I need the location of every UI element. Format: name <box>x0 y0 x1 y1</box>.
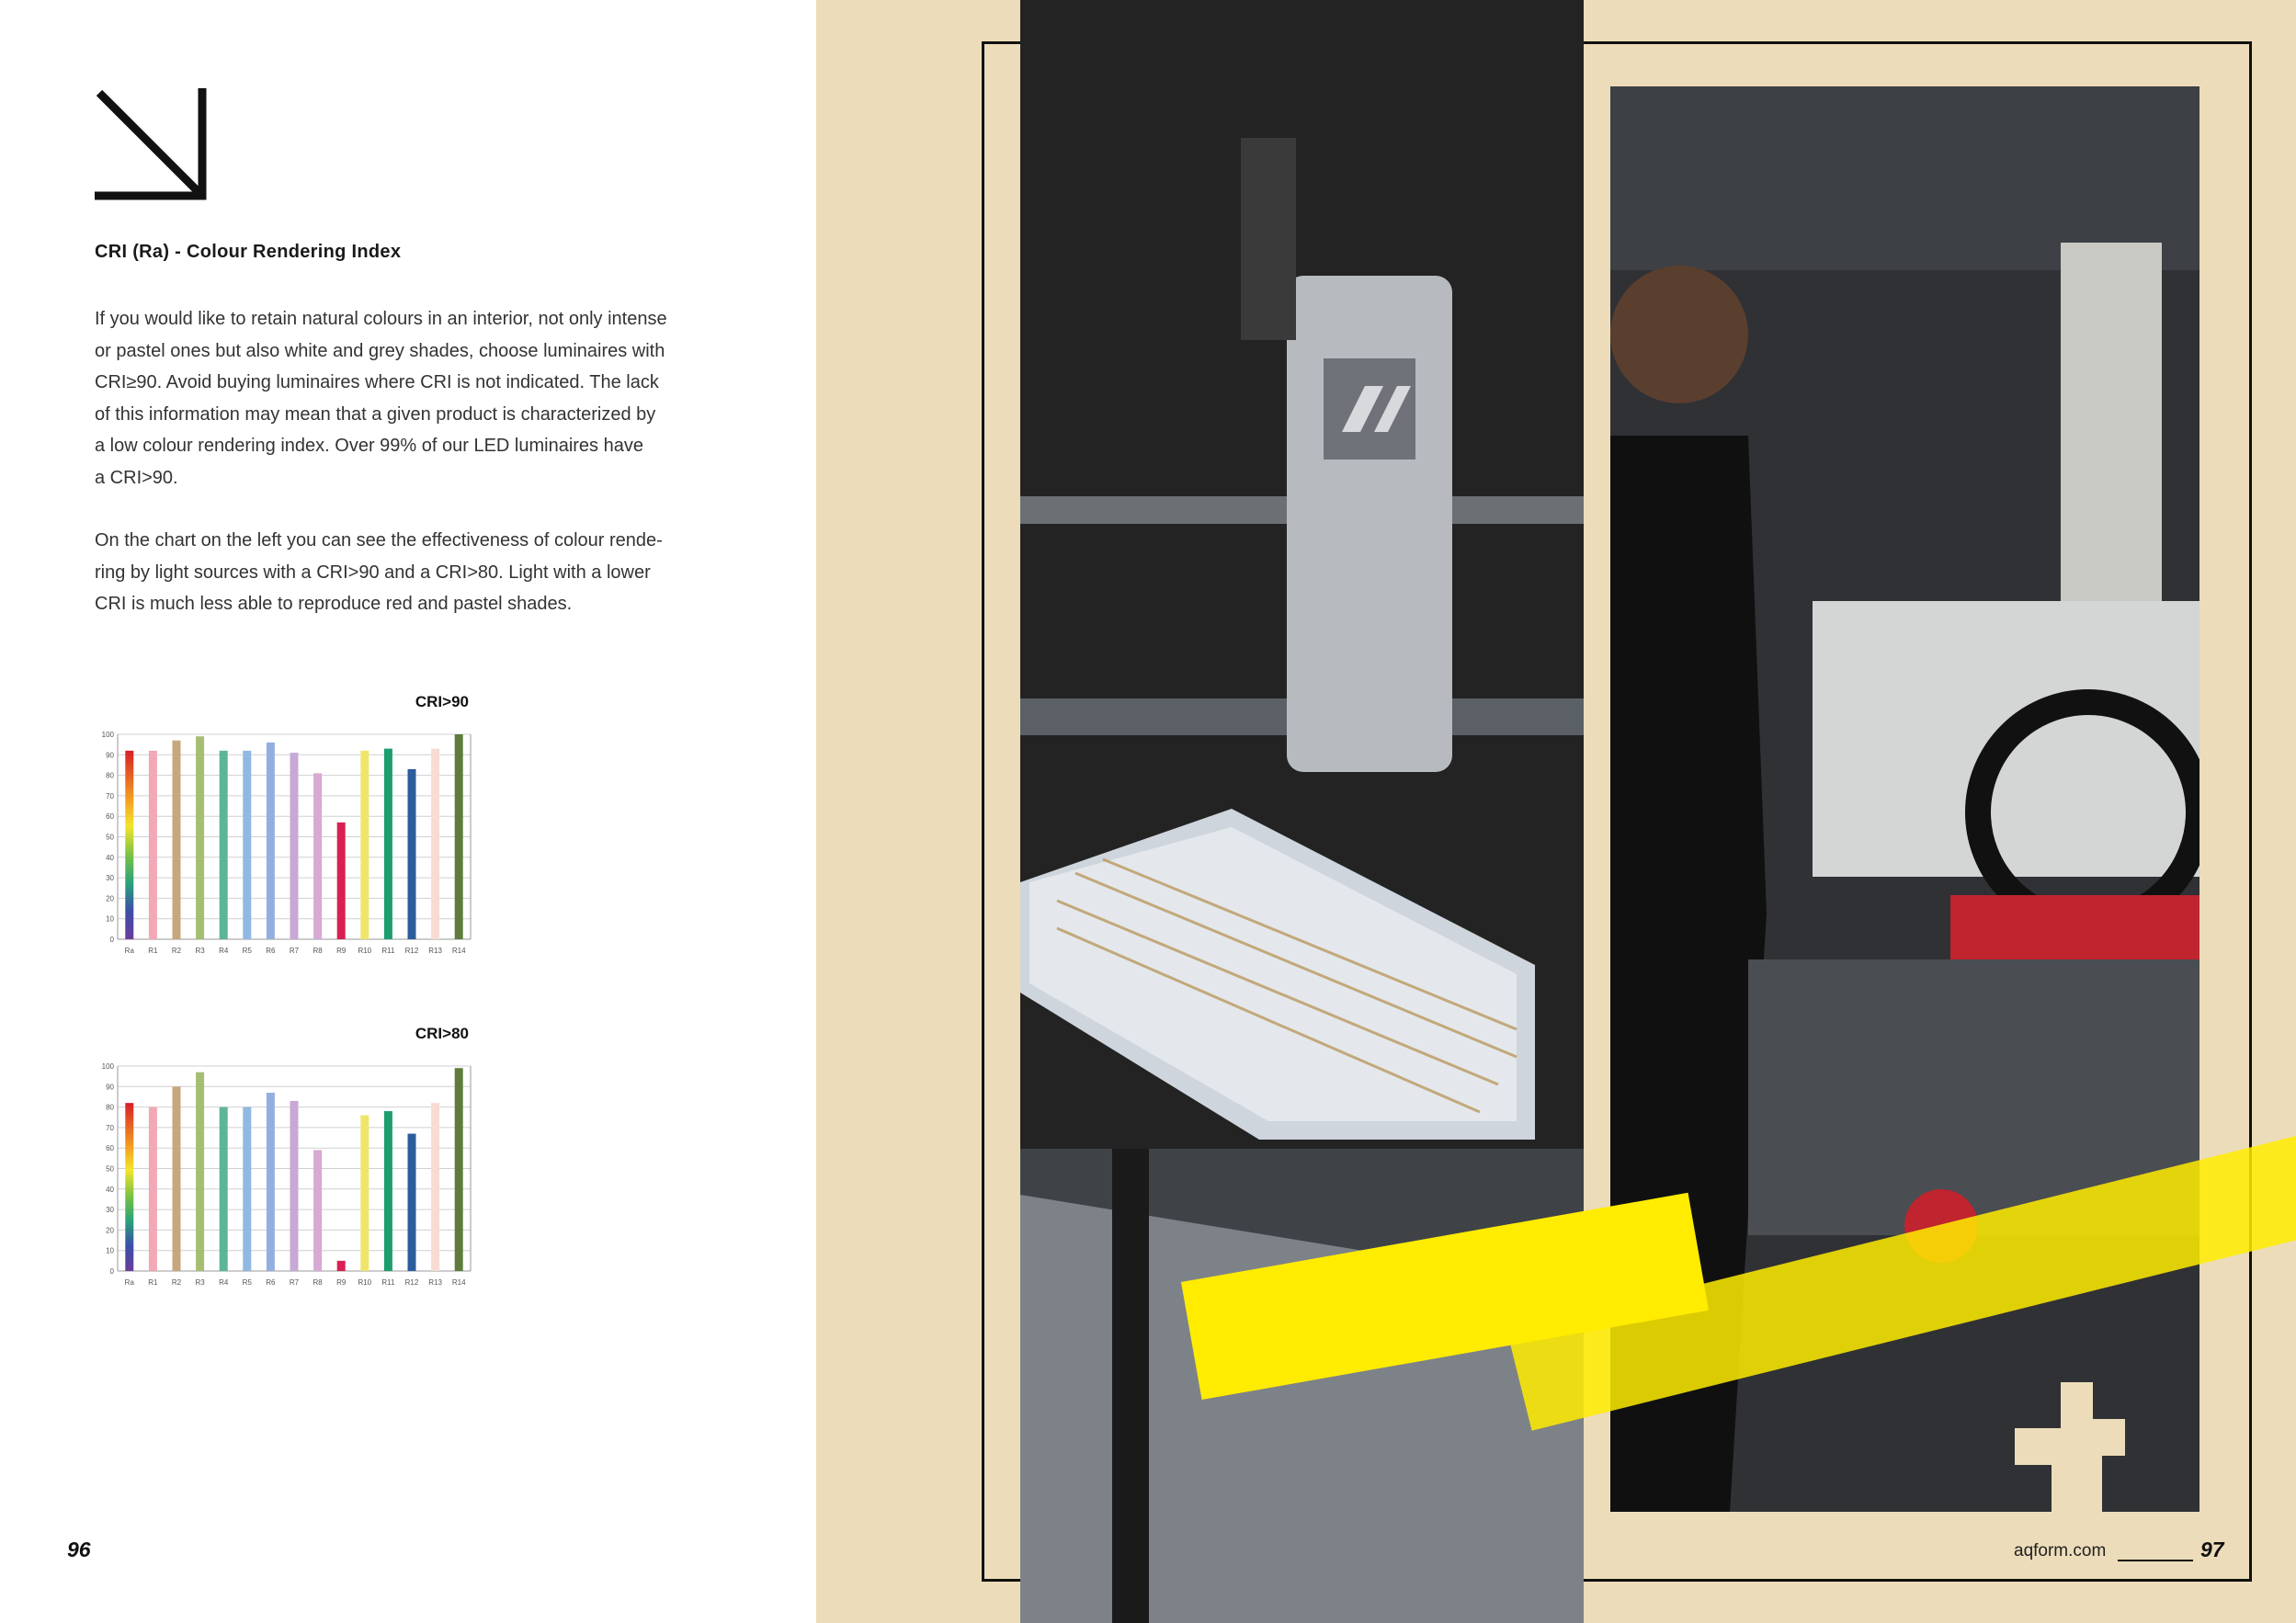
x-tick-label: R14 <box>451 947 466 955</box>
y-tick-label: 10 <box>106 1246 114 1255</box>
x-tick-label: R7 <box>289 947 300 955</box>
y-tick-label: 40 <box>106 1185 114 1194</box>
x-tick-label: R12 <box>404 1278 419 1287</box>
chart-title: CRI>80 <box>415 1025 469 1042</box>
bar-r9 <box>337 823 346 939</box>
bar-r4 <box>220 1107 228 1271</box>
x-tick-label: R6 <box>266 1278 276 1287</box>
bar-r10 <box>360 1116 369 1271</box>
bar-r6 <box>267 743 275 939</box>
paragraph-line: CRI≥90. Avoid buying luminaires where CRI is not indicated. The lack <box>95 372 659 392</box>
x-tick-label: R5 <box>242 1278 252 1287</box>
bar-r8 <box>313 1150 322 1271</box>
bar-r2 <box>173 741 181 939</box>
x-tick-label: R13 <box>428 1278 442 1287</box>
bar-r14 <box>455 734 463 939</box>
y-tick-label: 30 <box>106 1206 114 1215</box>
x-tick-label: R9 <box>336 947 347 955</box>
x-tick-label: R10 <box>358 947 372 955</box>
arrow-down-right-icon <box>92 85 211 205</box>
x-tick-label: R8 <box>313 947 323 955</box>
chart-title: CRI>90 <box>415 693 469 710</box>
x-tick-label: R14 <box>451 1278 466 1287</box>
bar-r10 <box>360 751 369 939</box>
website-link[interactable]: aqform.com <box>2014 1541 2107 1561</box>
paragraph-line: On the chart on the left you can see the effectiveness of colour rende- <box>95 530 663 550</box>
cri90-bar-chart <box>101 687 478 968</box>
x-tick-label: R5 <box>242 947 252 955</box>
paragraph-line: ring by light sources with a CRI>90 and a CRI>80. Light with a lower <box>95 562 651 583</box>
y-tick-label: 70 <box>106 791 114 800</box>
bar-r4 <box>220 751 228 939</box>
x-tick-label: R1 <box>148 1278 158 1287</box>
page-number-right: 97 <box>2200 1538 2224 1561</box>
intro-paragraph <box>95 303 738 494</box>
x-tick-label: R11 <box>381 1278 395 1287</box>
x-tick-label: R3 <box>195 1278 205 1287</box>
paragraph-line: a CRI>90. <box>95 467 178 488</box>
x-tick-label: R1 <box>148 947 158 955</box>
y-tick-label: 100 <box>101 1062 114 1071</box>
bar-r1 <box>149 1107 157 1271</box>
y-tick-label: 90 <box>106 1083 114 1092</box>
bar-r5 <box>243 751 251 939</box>
bar-r1 <box>149 751 157 939</box>
x-tick-label: R12 <box>404 947 419 955</box>
footer-rule <box>2118 1560 2193 1561</box>
y-tick-label: 40 <box>106 853 114 862</box>
y-tick-label: 0 <box>109 936 114 944</box>
bar-r12 <box>408 1134 416 1271</box>
paragraph-line: of this information may mean that a given product is characterized by <box>95 403 656 425</box>
x-tick-label: R9 <box>336 1278 347 1287</box>
y-tick-label: 50 <box>106 833 114 842</box>
cri80-bar-chart <box>101 1019 478 1300</box>
x-tick-label: R11 <box>381 947 395 955</box>
y-tick-label: 60 <box>106 1144 114 1153</box>
bar-r11 <box>384 749 392 939</box>
y-tick-label: 30 <box>106 874 114 883</box>
bar-r6 <box>267 1093 275 1271</box>
section-heading: CRI (Ra) - Colour Rendering Index <box>95 242 402 262</box>
x-tick-label: Ra <box>124 947 134 955</box>
x-tick-label: R6 <box>266 947 276 955</box>
bar-r7 <box>290 1101 299 1271</box>
bar-r9 <box>337 1261 346 1271</box>
page-number-left: 96 <box>67 1538 91 1561</box>
x-tick-label: R7 <box>289 1278 300 1287</box>
y-tick-label: 20 <box>106 1226 114 1235</box>
bar-r7 <box>290 753 299 939</box>
bar-r8 <box>313 773 322 939</box>
bar-r3 <box>196 1073 204 1271</box>
bar-ra <box>125 1103 133 1271</box>
y-tick-label: 50 <box>106 1164 114 1174</box>
y-tick-label: 10 <box>106 914 114 924</box>
x-tick-label: Ra <box>124 1278 134 1287</box>
x-tick-label: R8 <box>313 1278 323 1287</box>
x-tick-label: R3 <box>195 947 205 955</box>
paragraph-line: or pastel ones but also white and grey shades, choose luminaires with <box>95 340 665 361</box>
y-tick-label: 20 <box>106 894 114 903</box>
y-tick-label: 0 <box>109 1267 114 1276</box>
y-tick-label: 60 <box>106 812 114 822</box>
x-tick-label: R4 <box>219 947 229 955</box>
bar-r12 <box>408 769 416 939</box>
paragraph-line: CRI is much less able to reproduce red and pastel shades. <box>95 594 573 614</box>
y-tick-label: 80 <box>106 1103 114 1112</box>
bar-r3 <box>196 736 204 939</box>
bar-r13 <box>431 749 439 939</box>
y-tick-label: 90 <box>106 751 114 760</box>
x-tick-label: R10 <box>358 1278 372 1287</box>
y-tick-label: 100 <box>101 731 114 739</box>
x-tick-label: R2 <box>171 1278 182 1287</box>
bar-ra <box>125 751 133 939</box>
bar-r2 <box>173 1086 181 1271</box>
bar-r13 <box>431 1103 439 1271</box>
bar-r14 <box>455 1068 463 1271</box>
bar-r11 <box>384 1111 392 1271</box>
paragraph-line: a low colour rendering index. Over 99% of our LED luminaires have <box>95 436 643 456</box>
y-tick-label: 80 <box>106 771 114 780</box>
y-tick-label: 70 <box>106 1123 114 1132</box>
x-tick-label: R13 <box>428 947 442 955</box>
bar-r5 <box>243 1107 251 1271</box>
left-page <box>0 0 816 1623</box>
x-tick-label: R4 <box>219 1278 229 1287</box>
x-tick-label: R2 <box>171 947 182 955</box>
chart-explanation-paragraph <box>95 525 738 620</box>
paragraph-line: If you would like to retain natural colours in an interior, not only intense <box>95 309 667 329</box>
